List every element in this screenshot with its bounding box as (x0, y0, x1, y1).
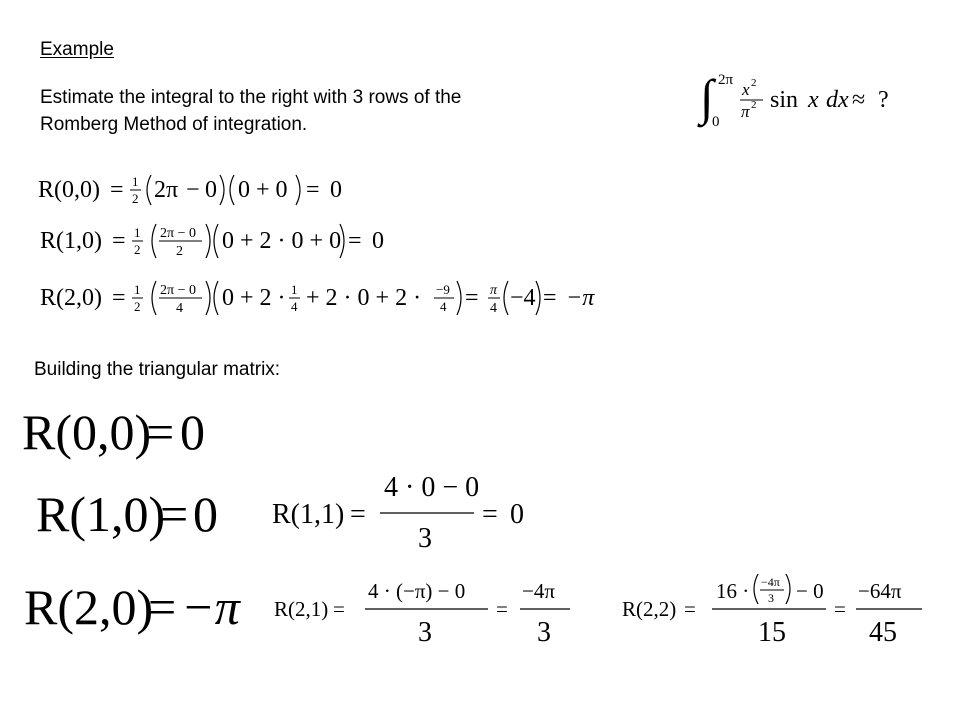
matrix-r21-num: 4 · (−π) − 0 (368, 579, 466, 603)
matrix-r22-num-a: 16 · (716, 579, 750, 603)
intro-line-2: Romberg Method of integration. (40, 114, 308, 135)
calc-r00-eq1: = (110, 177, 124, 203)
calc-r00-rparen-2 (296, 175, 300, 205)
matrix-r11-den: 3 (418, 523, 432, 554)
calc-r10-half-den: 2 (134, 242, 141, 257)
integrand-dx: dx (826, 87, 849, 113)
calc-r20-step-den: 4 (176, 301, 183, 316)
integrand-numerator: x (742, 80, 750, 99)
calc-r00-half-num: 1 (132, 174, 139, 189)
example-heading: Example (40, 39, 114, 60)
calc-r20-f2-num: −9 (436, 282, 450, 297)
matrix-r00-val: 0 (180, 404, 205, 460)
calc-r10-rparen-1 (206, 224, 210, 258)
calc-r10-lparen-2 (214, 224, 218, 258)
matrix-r22-lhs: R(2,2) (622, 597, 677, 621)
matrix-r22-inner-den: 3 (768, 591, 774, 605)
calc-r20-eq2: = (465, 285, 479, 311)
matrix-r22-lparen (754, 574, 758, 604)
integrand-x: x (808, 87, 819, 113)
calc-r20-lparen-3 (504, 281, 508, 315)
calc-r10-mid: 0 + 2 · 0 + 0 (222, 228, 342, 254)
question-mark: ? (878, 87, 889, 113)
calc-r20-t1: 0 + 2 · (222, 285, 286, 311)
calc-r10-lparen-1 (152, 224, 156, 258)
intro-line-1: Estimate the integral to the right with 3 rows of the (40, 87, 462, 108)
matrix-r21-den2: 3 (537, 617, 551, 648)
approx-symbol: ≈ (852, 87, 866, 113)
calc-r00-rparen-1 (220, 175, 224, 205)
calc-r20-half-den: 2 (134, 299, 141, 314)
matrix-r20 (24, 579, 242, 635)
calc-r20-rparen-1 (206, 281, 210, 315)
integrand-denominator: π (741, 102, 750, 121)
matrix-r22-eq1: = (684, 597, 696, 621)
calc-r20-f1-num: 1 (291, 282, 298, 297)
calc-r20 (40, 281, 595, 316)
calc-r10-eq2: = (348, 228, 362, 254)
calc-r20-half-num: 1 (134, 282, 141, 297)
calc-r20-f1-den: 4 (291, 299, 298, 314)
matrix-r11-eq2: = (482, 499, 498, 530)
matrix-r22-num-b: − 0 (796, 579, 824, 603)
matrix-r00 (22, 404, 205, 460)
matrix-r21-num2: −4π (522, 579, 555, 603)
integral-upper-limit: 2π (718, 72, 734, 88)
matrix-label: Building the triangular matrix: (34, 359, 281, 380)
calc-r20-f2-den: 4 (440, 299, 447, 314)
integrand-denominator-exp: 2 (751, 99, 757, 111)
calc-r20-neg4: −4 (510, 285, 536, 311)
matrix-r21-eq2: = (496, 597, 508, 621)
calc-r20-eq3: = (543, 285, 557, 311)
matrix-r00-eq: = (146, 404, 175, 460)
matrix-r22-den: 15 (758, 617, 786, 648)
integral-expression (697, 69, 889, 130)
integrand-numerator-exp: 2 (751, 77, 757, 89)
calc-r00-eq2: = (306, 177, 320, 203)
matrix-r21-den: 3 (418, 617, 432, 648)
integral-lower-limit: 0 (712, 114, 720, 130)
calc-r00-lparen-2 (230, 175, 234, 205)
matrix-r21-eq1: = (333, 597, 345, 621)
sin-function: sin (770, 87, 799, 113)
calc-r20-pi-num: π (490, 283, 498, 298)
matrix-r10 (36, 486, 218, 542)
calc-r20-lparen-1 (152, 281, 156, 315)
matrix-r20-val: −π (181, 579, 240, 635)
calc-r00-lhs: R(0,0) (38, 177, 100, 203)
matrix-r10-val: 0 (193, 486, 218, 542)
matrix-r11 (272, 472, 524, 554)
matrix-r22-num2: −64π (858, 579, 902, 603)
matrix-r21 (274, 579, 570, 648)
integral-sign: ∫ (700, 69, 714, 125)
matrix-r22-inner-num: −4π (761, 575, 780, 589)
calc-r10-step-num: 2π − 0 (160, 226, 196, 241)
matrix-r20-lhs: R(2,0) (24, 579, 154, 635)
calc-r10-result: 0 (372, 228, 384, 254)
calc-r00-result: 0 (330, 177, 342, 203)
calc-r00-zero: 0 (205, 177, 217, 203)
matrix-r22-eq2: = (834, 597, 846, 621)
calc-r20-rparen-2 (457, 281, 461, 315)
calc-r00-a: 2π (154, 177, 179, 203)
calc-r20-eq1: = (112, 285, 126, 311)
matrix-r22-den2: 45 (869, 617, 897, 648)
matrix-r11-lhs: R(1,1) (272, 499, 345, 530)
calc-r20-result: −π (566, 285, 595, 311)
calc-r00-half-den: 2 (132, 191, 139, 206)
calc-r20-t2: + 2 · 0 + 2 · (306, 285, 422, 311)
calc-r00-lparen-1 (147, 175, 151, 205)
calc-r00-minus: − (186, 177, 200, 203)
calc-r20-step-num: 2π − 0 (160, 283, 196, 298)
calc-r10-step-den: 2 (176, 244, 183, 259)
matrix-r00-lhs: R(0,0) (22, 404, 152, 460)
matrix-r21-lhs: R(2,1) (274, 597, 329, 621)
calc-r20-pi-den: 4 (490, 301, 497, 316)
matrix-r10-lhs: R(1,0) (36, 486, 166, 542)
matrix-r10-eq: = (160, 486, 189, 542)
calc-r10 (40, 224, 384, 259)
calc-r10-lhs: R(1,0) (40, 228, 102, 254)
calc-r20-lhs: R(2,0) (40, 285, 102, 311)
matrix-r22-rparen (786, 574, 790, 604)
matrix-r11-eq1: = (350, 499, 366, 530)
calc-r10-half-num: 1 (134, 225, 141, 240)
matrix-r11-result: 0 (510, 499, 524, 530)
matrix-r11-num: 4 · 0 − 0 (384, 472, 480, 503)
calc-r10-eq1: = (112, 228, 126, 254)
matrix-r22 (622, 574, 922, 648)
calc-r20-lparen-2 (214, 281, 218, 315)
calc-r00-b: 0 + 0 (238, 177, 288, 203)
calc-r20-rparen-3 (536, 281, 540, 315)
matrix-r20-eq: = (148, 579, 177, 635)
calc-r00 (38, 174, 342, 206)
